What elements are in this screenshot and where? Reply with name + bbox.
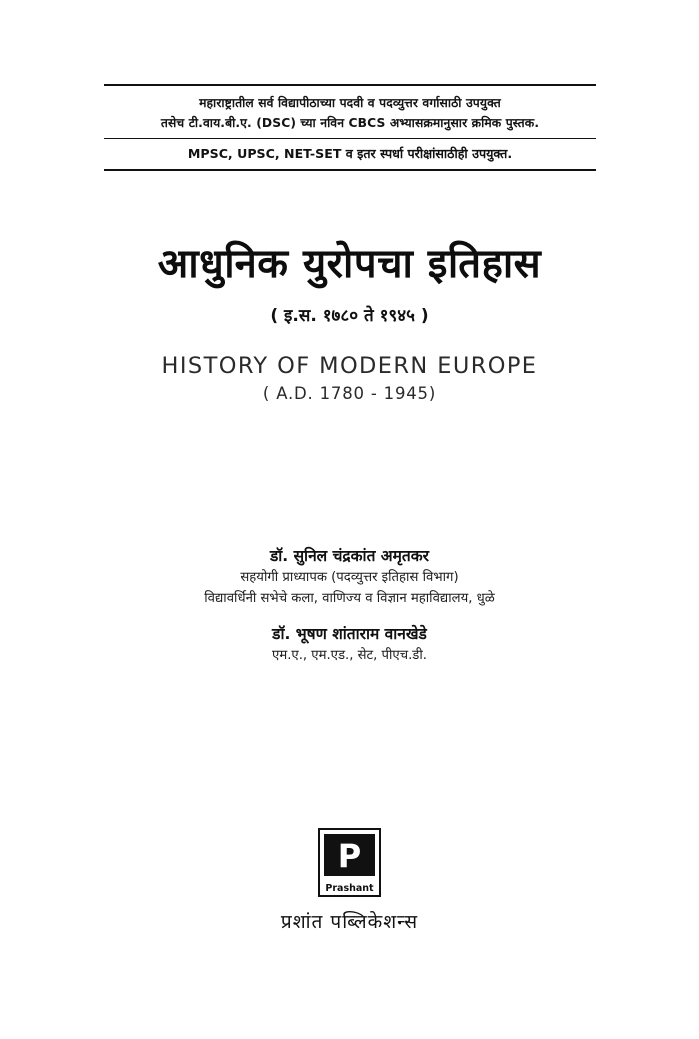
author-affiliation-1b: विद्यावर्धिनी सभेचे कला, वाणिज्य व विज्ञान महाविद्यालय, धुळे	[204, 591, 495, 606]
publisher-logo-word: Prashant	[325, 883, 374, 894]
notice-line-2: तसेच टी.वाय.बी.ए. (DSC) च्या नविन CBCS अभ्यासक्रमानुसार क्रमिक पुस्तक.	[160, 116, 540, 130]
book-subtitle-english: ( A.D. 1780 - 1945)	[262, 384, 437, 403]
book-subtitle-marathi: ( इ.स. १७८० ते १९४५ )	[270, 306, 429, 326]
book-title-english: HISTORY OF MODERN EUROPE	[161, 353, 538, 379]
publisher-logo-mark	[324, 834, 375, 876]
author-name-2: डॉ. भूषण शांताराम वानखेडे	[272, 625, 427, 643]
authors-spacer	[0, 609, 699, 623]
notice-exam-line: MPSC, UPSC, NET-SET व इतर स्पर्धा परीक्षांसाठीही उपयुक्त.	[187, 146, 513, 161]
author-affiliation-1a: सहयोगी प्राध्यापक (पदव्युत्तर इतिहास विभाग)	[240, 570, 459, 585]
notice-divider	[104, 138, 596, 139]
publisher-logo-letter: P	[337, 837, 362, 875]
author-affiliation-2a: एम.ए., एम.एड., सेट, पीएच.डी.	[272, 648, 427, 663]
authors-block	[0, 545, 699, 666]
book-title-marathi: आधुनिक युरोपचा इतिहास	[157, 241, 542, 287]
publisher-name: प्रशांत पब्लिकेशन्स	[280, 911, 419, 933]
author-name-1: डॉ. सुनिल चंद्रकांत अमृतकर	[269, 547, 429, 565]
notice-line-1: महाराष्ट्रातील सर्व विद्यापीठाच्या पदवी व पदव्युत्तर वर्गासाठी उपयुक्त	[199, 96, 501, 110]
notice-block	[104, 84, 596, 171]
publisher-logo	[318, 828, 381, 897]
